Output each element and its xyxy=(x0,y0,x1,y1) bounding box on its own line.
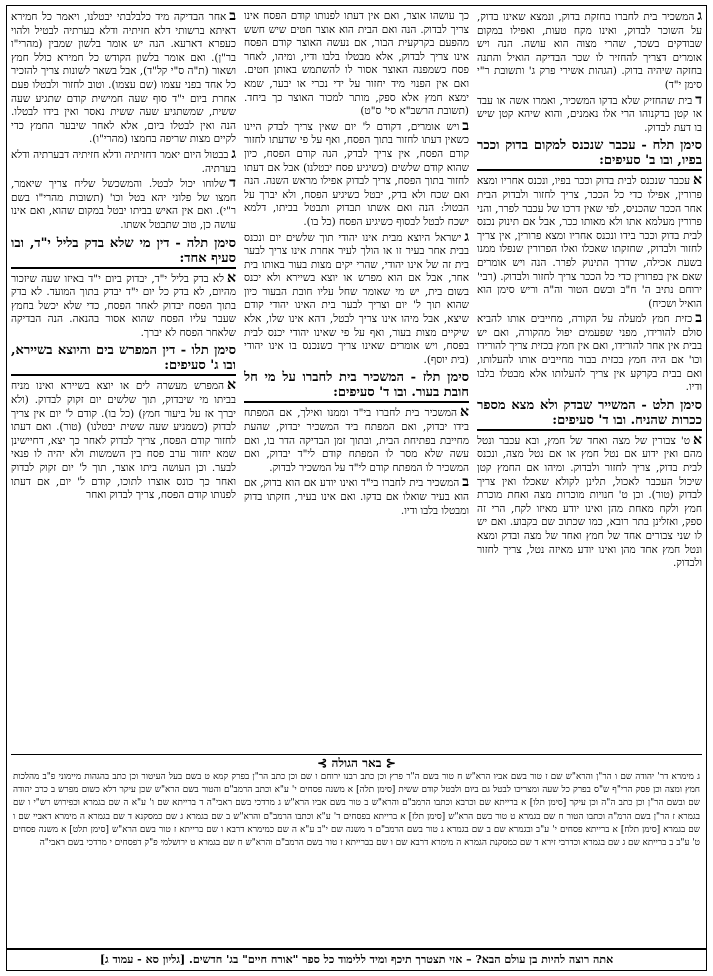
ornament-right-icon: ⊱ xyxy=(317,756,328,770)
paragraph-marker: א xyxy=(227,269,236,286)
paragraph-text: המשכיר בית לחברו בי"ד וממנו ואילך, אם המפתח בידו יבדוק, ואם המפתח ביד המשכיר יבדוק, שהעת מחייבת בפתיחת הבית, ובתוך זמן הבדיקה הדר בו, ואם עשה שלא מסר לו המפתח קודם לי"ד יבדוק, ואם המשכיר לו המפתח קודם לי"ד על המשכיר לבדוק. xyxy=(244,407,469,474)
bottom-banner: אתה רוצה להיות בן עולם הבא? – אזי תצטרך תיכף ומיד ללימוד כל ספר "אורח חיים" בג' חדשים. [גליון סא - עמוד ג] xyxy=(7,948,706,970)
section-heading: סימן תלו - דין המפרש בים והיוצא בשיירא, ובו ג' סעיפים: xyxy=(11,343,236,376)
section-heading: סימן תלז - המשכיר בית לחברו על מי חל חובת בעור. ובו ד' סעיפים: xyxy=(244,370,469,403)
paragraph-marker: ב xyxy=(229,10,236,24)
page-frame xyxy=(6,5,707,971)
paragraph xyxy=(244,117,469,230)
paragraph-marker: ג xyxy=(697,10,702,24)
paragraph-text: כזית חמץ למעלה על הקורה, מחייבים אותו להביא סולם להורידו, מפני שפעמים יפול מהקורה, ואם יש בבית אין אחר להורידו, ואם אין חמץ בכזית צריך להורידו וכו' אם היה חמץ בכזית בבור מחייבים אותו להעלותו, ואם בבית בקרקע אין צריך להעלותו אלא מבטלו בלבו ודיו. xyxy=(477,313,702,394)
footnotes-body: ג מימרא דר' יהודה שם ו הר"ן והרא"ש שם ז טור בשם אביו הרא"ש ח טור בשם ה"ר פרץ וכן כתב רבנו ירוחם ו שם וכן כתב הר"ן בפרק קמא ט בשם בעל העיטור וכן כתב בהגהות מיימוני פ"ב מהלכות חמץ ומצה וכן פסק הרי"ף ש"ס בפרק כל שעה ומצריכו לבטל גם ביום ולבטל קודם ששית [סימן תלה] א משנה פסחים י' ע"א וכתב הרמב"ם והטור בשם הרא"ש שכן עיקר דלא כשום מפרש ב כרב יהודה שם ובשם הר"ן וכן כתב ה"ה וכן עיקר [סימן תלו] א ברייתא שם וכרבא וכתבו הרמב"ם והרא"ש ב טור בשם אביו הרא"ש ג מרדכי בשם ראבי"ה ד ברייתא שם ו' ע"א ה שם בגמרא וכפירוש רש"י ו שם בגמרא ז הר"ן בשם הרמ"ה וכתבו הטור ח שם בגמרא ט טור בשם הרא"ש [סימן תלז] א ברייתא בפסחים ד' ע"א וכתבו הרמב"ם והרא"ש ב שם בגמרא ג שם כמסקנא ד שם בגמרא ה מימרא דאביי שם ו שם בגמרא [סימן תלח] א ברייתא פסחים י' ע"ב ובגמרא שם ב שם בגמרא ג טור בשם הרמב"ם ד משנה שם י"ב ע"א ה שם כמימרא דרבא ו שם ברייתא ז טור בשם הרא"ש [סימן תלט] א משנה פסחים ט' ע"ב ב ברייתא שם ג שם בגמרא וכדרבי זירא ד שם כמסקנת הגמרא ה מימרא דרבא שם ו שם בברייתא ז טור בשם הרמב"ם והרא"ש ח שם בגמרא ט ירושלמי פ"ק דפסחים י מרדכי בשם ראבי"ה xyxy=(13,772,700,849)
paragraph-text: המפרש מעשרה לים או יוצא בשיירא ואינו מניח בביתו מי שיבדוק, תוך שלשים יום זקוק לבדוק. (ולא יברך אז על ביעור חמץ) (כל בו). קודם ל' יום אין צריך לבדוק (כשמגיע שעה ששית יבטלנו) (טור). ואם דעתו לחזור קודם הפסח, צריך לבדוק לאחר כך יצא, דחיישינן שמא יחזור ערב פסח בין השמשות ולא יהיה לו פנאי לבער. וכן העושה ביתו אוצר, תוך ל' יום זקוק לבדוק ואחר כך כונס אוצרו לתוכו, קודם ל' יום, אם דעתו לפנותו קודם הפסח, צריך לבדוק ואחר xyxy=(11,380,236,502)
paragraph-marker: ג xyxy=(464,228,469,245)
paragraph xyxy=(244,228,469,368)
paragraph-text: המשכיר בית לחברו בי"ד ואינו יודע אם הוא בדוק, אם הוא בעיר שואלו אם בדקו. ואם אינו בעיר, חזקתו בדוק ומבטלו בלבו ודיו. xyxy=(244,477,469,517)
paragraph-marker: ב xyxy=(462,474,469,491)
column-left xyxy=(477,10,702,750)
paragraph-text: שלוחו יכול לבטל. והמשכשל שליח צריך שיאמר, חמצו של פלוני יהא בטל וכו' (תשובות מהרי"ו בשם ר"י). ואם אין האיש בביתו יבטל במקום שהוא, ואם אינו עושה כן, טוב שתבטל אשתו. xyxy=(11,178,236,231)
paragraph xyxy=(11,269,236,341)
paragraph-marker: א xyxy=(460,404,469,421)
paragraph-text: בית שהחזיק שלא בדקו המשכיר, ואמרו אשה או עבד או קטן בדקנוהו הרי אלו נאמנים, והוא שיהא קטן שיש בו דעת לבדוק. xyxy=(477,94,702,134)
paragraph-text: ט' צבורין של מצה ואחד של חמץ, ובא עכבר ונטל מהם ואין ידוע אם נטל חמץ או אם נטל מצה, ונכנס לבית בדוק, צריך לחזור ולבדוק. ומיהו אם החמץ קטן שיכול העכבר לאכול, תלינן לקולא שאכלו ואין צריך לבדוק (טור). וכן ט' חנויות מוכרות מצה ואחת מוכרת חמץ ולקח מאחת מהן ואינו יודע מאיזו לקח, הרי זה ספק, ואזלינן בתר רובא, כמו שכתוב שם בקבוע. ואם יש לו שני צבורים אחד של חמץ ואחד של מצה ובדק ומצא ונטל חמץ אחד מהן ואינו יודע מאיזה נטל, צריך לחזור ולבדוק. xyxy=(477,434,702,570)
section-heading: סימן תלח - עכבר שנכנס למקום בדוק וככר בפיו, ובו ב' סעיפים: xyxy=(477,138,702,171)
paragraph xyxy=(244,476,469,518)
paragraph xyxy=(477,91,702,136)
paragraph-marker: ג xyxy=(231,145,236,162)
paragraph xyxy=(244,10,469,119)
paragraph xyxy=(477,431,702,571)
paragraph-text: ויש אומרים, דקודם ל' יום שאין צריך לבדק היינו כשאין דעתו לחזור בתוך הפסח, ואף על פי שדעתו לחזור קודם הפסח, אין צריך לבדק, הנה קודם הפסח, כיון שהוא קודם שלשים (כשיגיע פסח יבטלנו) אבל אם דעתו לחזור בתוך הפסח, צריך לבדוק אפילו מראש השנה. הנה ואם שכח ולא בדק, יבטל כשיגיע הפסח, ולא יברך על הבטול: הנה ואם אשתו תבדוק ותבטל בביתו, דלמא ישכח לבטל לבסוף כשיגיע הפסח (כל בו). xyxy=(244,120,469,228)
paragraph-marker: א xyxy=(227,377,236,394)
section-heading: סימן תלה - דין מי שלא בדק בליל י"ד, ובו סעיף אחד: xyxy=(11,236,236,269)
paragraph xyxy=(11,177,236,232)
paragraph xyxy=(477,10,702,93)
paragraph-marker: ב xyxy=(695,310,702,327)
paragraph-marker: ב xyxy=(462,117,469,134)
paragraph xyxy=(244,406,469,475)
paragraph xyxy=(477,312,702,395)
paragraph-text: ישראל היוצא מבית אינו יהודי תוך שלשים יום ונכנס בבית אחר בעיר זו או הולך לעיר אחרת אינו צריך לבער בית זה של אינו יהודי, שהרי יקים מצות בעור באותו בית אחר, אבל אם הוא מפרש או יוצא בשיירא ולא יכנס בשום בית, יש מי שאומר שחל עליו חובת הבעור כיון שהוא תוך ל' יום וצריך לבער בית האינו יהודי קודם שיצא, אבל מיהו אינו צריך לבטל, דהא אינו שלו, אלא שיקיים מצות בעור, ואף על פי שאינו יהודי יכנס לבית בפסח, ויש אומרים שאינו צריך כשנכנס בו אינו יהודי (בית יוסף). xyxy=(244,231,469,366)
column-right xyxy=(11,10,236,750)
paragraph-marker: א xyxy=(693,431,702,448)
paragraph-marker: ד xyxy=(229,175,236,192)
paragraph xyxy=(11,379,236,502)
paragraph-text: המשכיר בית לחברו בחזקת בדוק, ונמצא שאינו בדוק, על השוכר לבדוק, ואינו מקח טעות, ואפילו במקום שבודקים בשכר, שהרי מצוה הוא עושה. הנה ויש אומרים דצריך להחזיר לו שכר הבדיקה הואיל והתנה בחזקה שיהיה בדוק. (הגהות אשירי פרק ג' ותשובת ר"י סימן י"ד) xyxy=(477,11,702,91)
paragraph-marker: א xyxy=(693,172,702,189)
ornament-left-icon: ⊰ xyxy=(385,756,396,770)
paragraph xyxy=(477,174,702,311)
paragraph-text: בבטול היום יאמר דחזיתיה ודלא חזיתיה דבערתיה ודלא בערתיה. xyxy=(11,148,236,175)
column-middle xyxy=(244,10,469,750)
paragraph-text: כך עושהו אוצר, ואם אין דעתו לפנותו קודם הפסח אינו צריך לבדוק. הנה ואם הבית הוא אוצר חטים שיש חשש מהפעם בקרקעית הבור, אם נעשה האוצר קודם הפסח אינו צריך לבדוק, אלא מבטלו בלבו ודיו, ומיהו, לאחר פסח כשמפנה האוצר אסור לו להשתמש באותן חטים. ואם אין הפנוי מיד יחזור על ידי נכרי או יבער, שמא ימצא חמץ אלא ספק, מותר למכור האוצר כך ביחד. (תשובת הרשב"א סי' ס"ט) xyxy=(244,10,469,118)
paragraph xyxy=(11,145,236,176)
paragraph-marker: ד xyxy=(695,91,702,108)
paragraph-text: אחר הבדיקה מיד כלבלבתי יבטלנו, ויאמר כל חמירא דאיתא ברשותי דלא חזיתיה ודלא בערתיה לבטיל ולהוי כעפרא דארעא. הנה יש אומר בלשון שמבין (מהרי"ו בר"ן). ואם אומר בלשון הקודש כל חמירא כולל חמץ ושאור (ת"ה ס"י קל"ד), אבל בשאר לשונות צריך להזכיר כל אחד בפני עצמו (שם עצמו). וטוב לחזור ולבטלו פעם אחרת ביום י"ד סוף שעה חמישית קודם שתגיע שעה ששית, שמשתגיע שעה ששית נאסר ואין בידו לבטלו. הנה ואין לבטלו ביום, אלא לאחר שיבער החמץ כדי לקיים מצות שריפה בחמצו (מהרי"ו). xyxy=(11,11,236,146)
section-heading: סימן תלט - המשייר שבדק ולא מצא מספר ככרות שהניח. ובו ד' סעיפים: xyxy=(477,398,702,431)
text-columns xyxy=(11,10,702,750)
footnotes-title-text: באר הגולה xyxy=(331,756,382,770)
footnotes-title xyxy=(11,754,702,771)
paragraph-text: עכבר שנכנס לבית בדוק וככר בפיו, ונכנס אחריו ומצא פרורין, אפילו כדי כל הככר, צריך לחזור ולבדוק הבית אחר הככר שהכניס, לפי שאין דרכו של עכבר לפרר, והני פרורין מעלמא אתו ולא מאותו ככר, אבל אם תינוק נכנס לבית בדוק וככר בידו ונכנס אחריו ומצא פרורין, אין צריך לחזור ולבדוק, שחזקתו שאכלו ואלו הפרורין שנפלו ממנו בשעת אכילה, שדרך התינוק לפרר. הנה ויש אומרים שאם אין בפרורין כדי כל הככר צריך לחזור ולבדוק. (רבי' ירוחם נתיב ה' ח"ב ובשם הטור וה"ה וריש סימן הוא הואיל ושכיח) xyxy=(477,175,702,310)
paragraph-text: לא בדק בליל י"ד, יבדוק ביום י"ד באיזו שעה שיזכור מהיום, לא בדק כל יום י"ד יבדק בתוך המועד. לא בדק בתוך הפסח יבדוק לאחר הפסח, כדי שלא יכשל בחמץ שעבר עליו הפסח שהוא אסור בהנאה. הנה הבדיקה שלאחר הפסח לא יברך. xyxy=(11,272,236,339)
paragraph xyxy=(11,10,236,147)
